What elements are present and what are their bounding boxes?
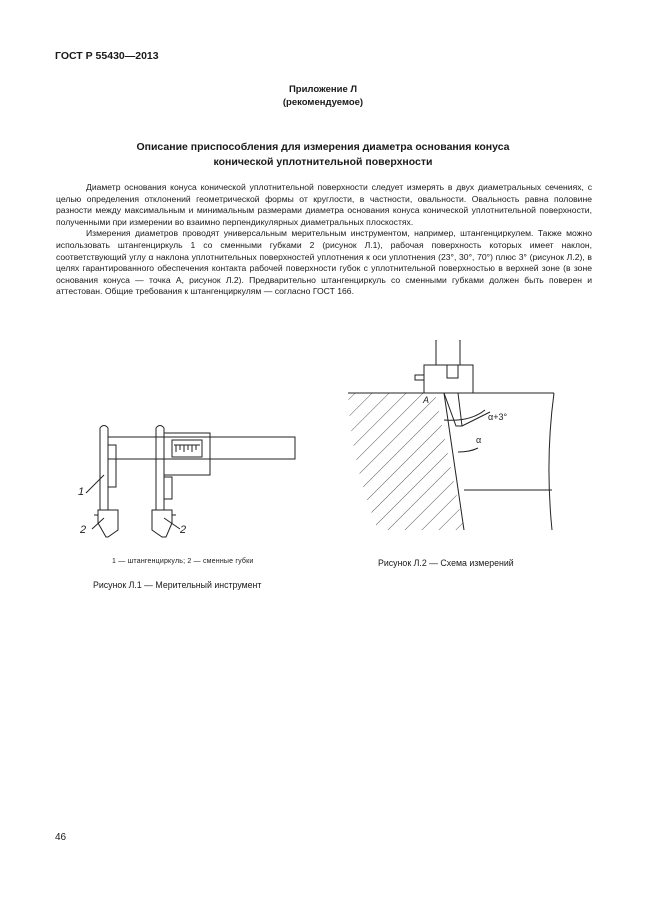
document-header: ГОСТ Р 55430—2013 [55,50,159,62]
jaw-label-right: 2 [180,524,187,536]
figure-caliper [60,415,310,555]
angle-label-alpha-plus: α+3° [488,412,508,422]
paragraph-1: Диаметр основания конуса конической уплотнительной поверхности следует измерять в двух диаметральных сечениях, с целью определения отклонений геометрической формы от круглости, в частности, овальности. Овальность равна половине разности между максимальным и минимальным размерами диаметра основания конуса конической уплотнительной поверхности, полученными при измерении во взаимно перпендикулярных диаметральных плоскостях. [56,182,592,227]
appendix-title: Приложение Л [288,84,358,95]
paragraph-2: Измерения диаметров проводят универсальным мерительным инструментом, например, штангенциркулем. Также можно использовать штангенциркуль 1 со сменными губками 2 (рисунок Л.1), рабочая поверхность которых имеет наклон, соответствующий углу α наклона уплотнительных поверхностей уплотнения к оси уплотнения (23°, 30°, 70°) плюс 3° (рисунок Л.2), в целях гарантированного обеспечения контакта рабочей поверхности губок с уплотнительной поверхностью в верхней зоне (в зоне основания конуса — точка А, рисунок Л.2). Предварительно штангенциркуль со сменными губками должен быть поверен и аттестован. Общие требования к штангенциркулям — согласно ГОСТ 166. [56,228,592,297]
body-text [56,182,592,298]
section-title-line-1: Описание приспособления для измерения диаметра основания конуса [136,141,510,153]
figure1-caption: Рисунок Л.1 — Мерительный инструмент [93,580,262,590]
figure-measurement-scheme [340,340,570,545]
section-title-line-2: конической уплотнительной поверхности [213,156,433,168]
appendix-subtitle: (рекомендуемое) [282,97,364,108]
figure2-caption: Рисунок Л.2 — Схема измерений [378,558,514,568]
caliper-label-1: 1 [78,486,85,498]
jaw-label-left: 2 [80,524,87,536]
section-title [0,140,646,170]
figure1-legend: 1 — штангенциркуль; 2 — сменные губки [112,558,254,565]
point-a-label: A [423,395,430,405]
page-number: 46 [55,832,67,843]
angle-label-alpha: α [476,435,482,445]
